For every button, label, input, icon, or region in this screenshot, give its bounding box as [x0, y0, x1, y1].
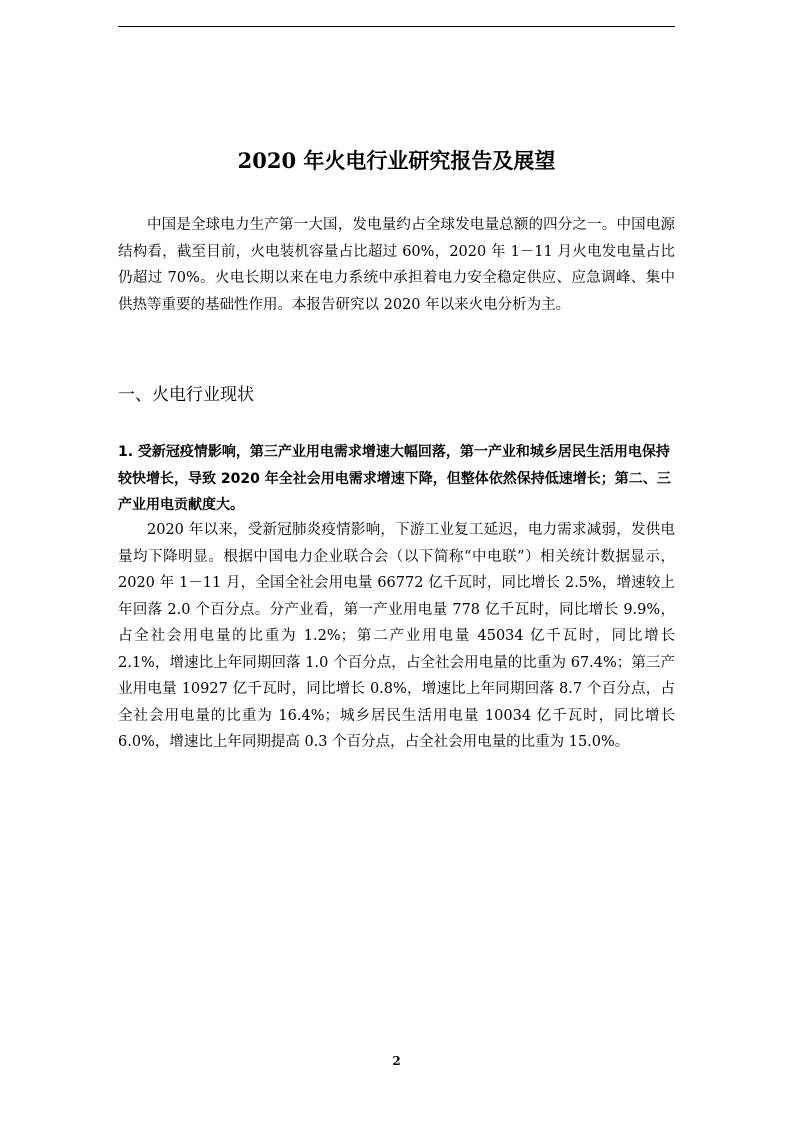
body-paragraph: 2020 年以来，受新冠肺炎疫情影响，下游工业复工延迟，电力需求减弱，发供电量均下降明显。根据中国电力企业联合会（以下简称“中电联”）相关统计数据显示，2020 年 1－11 月，全国全社会用电量 66772 亿千瓦时，同比增长 2.5%，增速较上年回落 2.0 个百分点。分产业看，第一产业用电量 778 亿千瓦时，同比增长 9.9%，占全社会用电量的比重为 1.2%；第二产业用电量 45034 亿千瓦时，同比增长 2.1%，增速比上年同期回落 1.0 个百分点，占全社会用电量的比重为 67.4%；第三产业用电量 10927 亿千瓦时，同比增长 0.8%，增速比上年同期回落 8.7 个百分点，占全社会用电量的比重为 16.4%；城乡居民生活用电量 10034 亿千瓦时，同比增长 6.0%，增速比上年同期提高 0.3 个百分点，占全社会用电量的比重为 15.0%。 — [118, 522, 675, 750]
page-number: 2 — [392, 1054, 401, 1068]
header-rule — [118, 26, 675, 27]
intro-paragraph: 中国是全球电力生产第一大国，发电量约占全球发电量总额的四分之一。中国电源结构看，截至目前，火电装机容量占比超过 60%，2020 年 1－11 月火电发电量占比仍超过 70%。火电长期以来在电力系统中承担着电力安全稳定供应、应急调峰、集中供热等重要的基础性作用。本报告研究以 2020 年以来火电分析为主。 — [118, 217, 675, 313]
subsection-heading: 1. 受新冠疫情影响，第三产业用电需求增速大幅回落，第一产业和城乡居民生活用电保持较快增长，导致 2020 年全社会用电需求增速下降，但整体依然保持低速增长；第二、三产业用电贡献度大。 — [118, 444, 671, 513]
section-heading: 一、火电行业现状 — [118, 385, 254, 405]
document-title: 2020 年火电行业研究报告及展望 — [237, 148, 556, 173]
